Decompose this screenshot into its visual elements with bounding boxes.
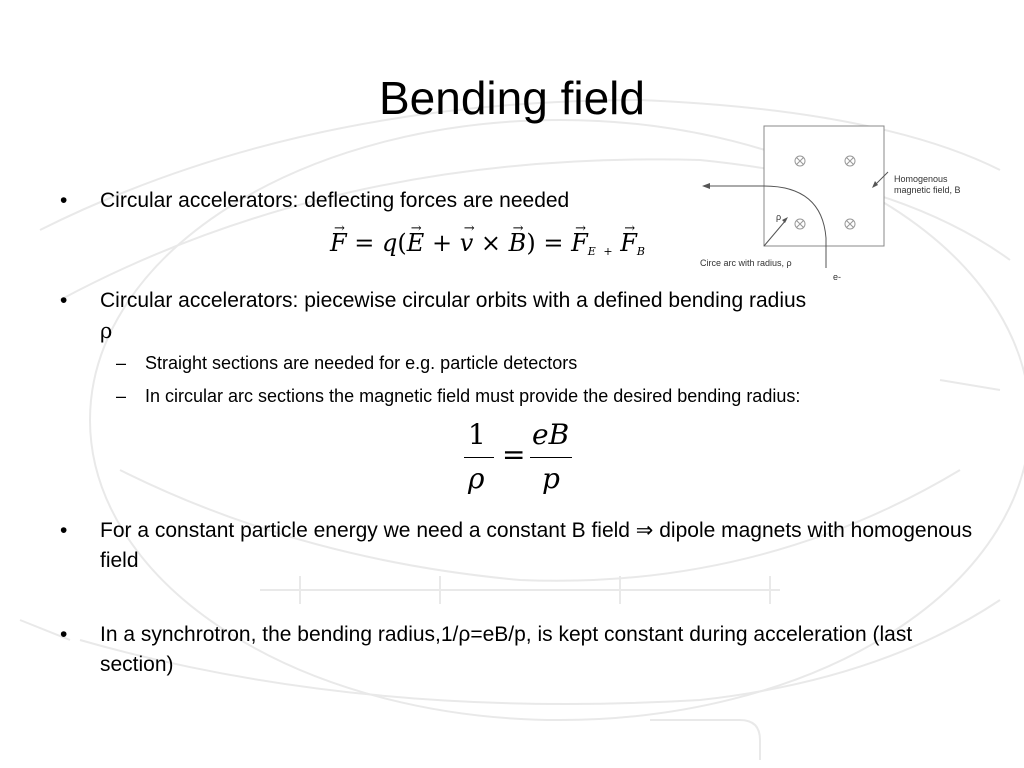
bullet-marker: •	[60, 189, 68, 212]
eq-subscript: B	[636, 245, 646, 258]
bullet-text: Circular accelerators: deflecting forces are needed	[100, 189, 570, 212]
eq-symbol: +	[431, 229, 453, 257]
eq-numerator: eB	[532, 418, 570, 451]
bullet-marker: •	[60, 289, 68, 312]
rho-label: ρ	[776, 212, 782, 222]
eq-denominator: ρ	[468, 462, 485, 495]
bullet-text: In a synchrotron, the bending radius,1/ρ=eB/p, is kept constant during acceleration (last section)	[100, 623, 913, 676]
eq-symbol: F →	[571, 226, 588, 260]
eq-symbol: v →	[460, 226, 474, 260]
slide-title: Bending field	[379, 72, 645, 124]
eq-symbol: E →	[407, 226, 425, 260]
dash-marker: –	[116, 353, 127, 373]
eq-symbol: q	[382, 229, 398, 257]
bending-diagram	[692, 118, 992, 288]
rho-symbol: ρ	[100, 319, 113, 343]
eq-numerator: 1	[468, 418, 486, 451]
eq-symbol: )	[526, 229, 536, 257]
bullet-text: For a constant particle energy we need a constant B field ⇒ dipole magnets with homogenous field	[100, 519, 973, 572]
eq-subscript: +	[603, 245, 613, 258]
eq-symbol: B →	[509, 226, 527, 260]
bullet-marker: •	[60, 623, 68, 646]
eq-symbol: =	[502, 438, 526, 471]
eq-symbol: F →	[330, 226, 347, 260]
eq-symbol: F →	[620, 226, 637, 260]
eq-symbol: ×	[480, 229, 502, 257]
field-label: Homogenous magnetic field, B	[894, 174, 961, 195]
subbullet-text: Straight sections are needed for e.g. particle detectors	[145, 353, 578, 373]
eq-symbol: (	[397, 229, 407, 257]
eq-symbol: =	[543, 229, 564, 257]
force-equation	[330, 226, 645, 269]
arc-label: Circe arc with radius, ρ	[700, 258, 792, 268]
eq-subscript: E	[587, 245, 596, 258]
radius-equation	[462, 418, 580, 500]
bullet-marker: •	[60, 519, 68, 542]
eq-symbol: =	[354, 229, 375, 257]
eq-denominator: p	[542, 462, 560, 495]
electron-label: e-	[833, 272, 842, 282]
bullet-text: Circular accelerators: piecewise circular orbits with a defined bending radius ρ	[100, 289, 807, 343]
fraction-bar	[530, 457, 572, 458]
subbullet-text: In circular arc sections the magnetic field must provide the desired bending radius:	[145, 386, 801, 406]
dash-marker: –	[116, 386, 127, 406]
fraction-bar	[464, 457, 494, 458]
